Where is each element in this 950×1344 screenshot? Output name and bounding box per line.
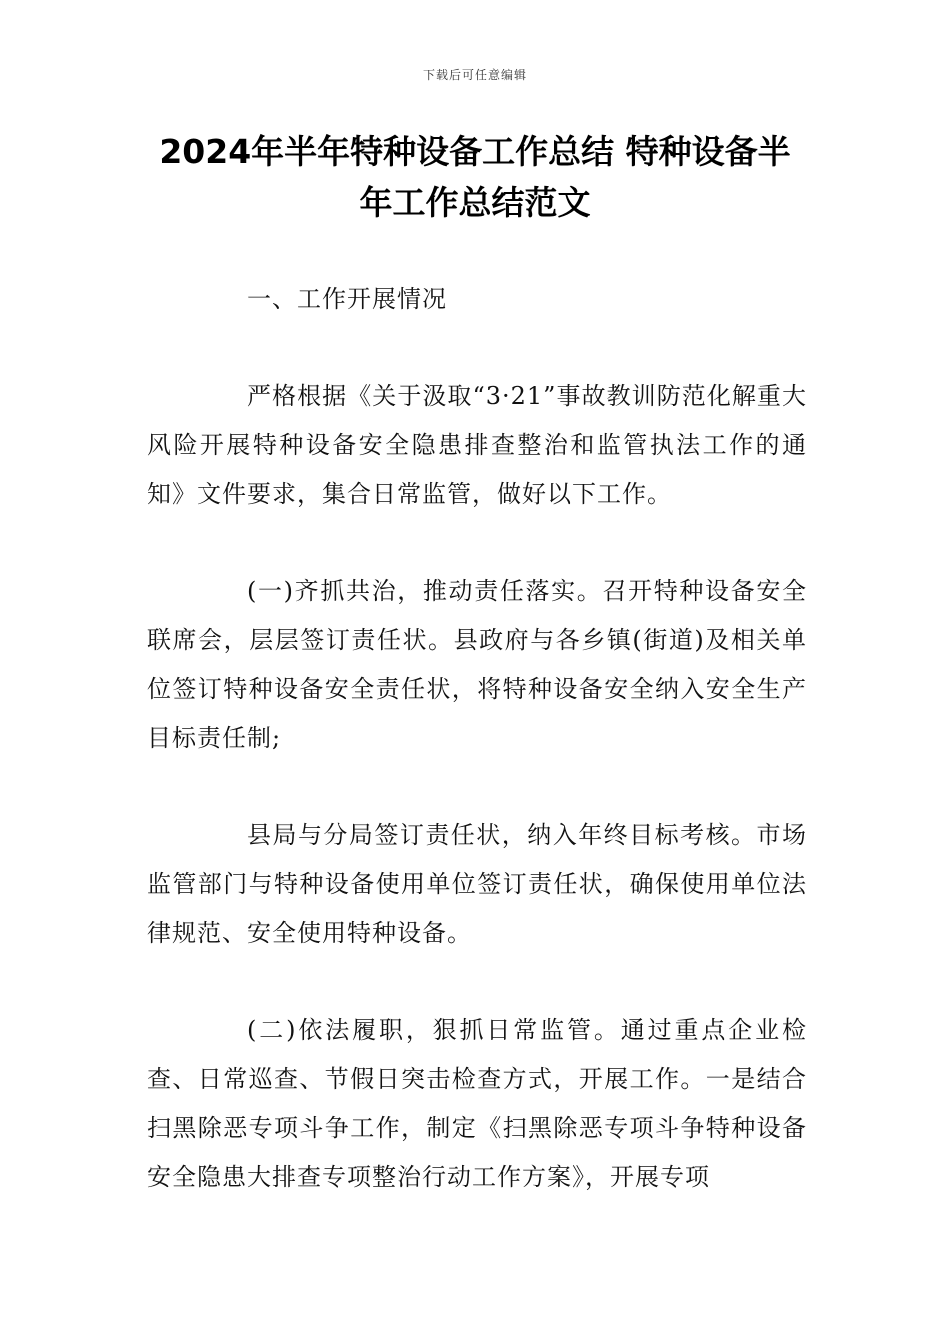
document-body (147, 275, 807, 1250)
paragraph-item-1-cont: 县局与分局签订责任状，纳入年终目标考核。市场监管部门与特种设备使用单位签订责任状，确保使用单位法律规范、安全使用特种设备。 (147, 821, 807, 947)
paragraph-item-2: (二)依法履职，狠抓日常监管。通过重点企业检查、日常巡查、节假日突击检查方式，开展工作。一是结合扫黑除恶专项斗争工作，制定《扫黑除恶专项斗争特种设备安全隐患大排查专项整治行动工作方案》，开展专项 (147, 1016, 807, 1191)
section-heading: 一、工作开展情况 (247, 285, 447, 313)
paragraph-item-1: (一)齐抓共治，推动责任落实。召开特种设备安全联席会，层层签订责任状。县政府与各乡镇(街道)及相关单位签订特种设备安全责任状，将特种设备安全纳入安全生产目标责任制; (147, 577, 807, 752)
paragraph-intro: 严格根据《关于汲取“3·21”事故教训防范化解重大风险开展特种设备安全隐患排查整治和监管执法工作的通知》文件要求，集合日常监管，做好以下工作。 (147, 382, 807, 508)
document-title (140, 126, 810, 228)
header-note: 下载后可任意编辑 (422, 68, 527, 82)
title-line-2: 年工作总结范文 (359, 183, 591, 222)
title-line-1: 2024年半年特种设备工作总结 特种设备半 (159, 132, 791, 171)
